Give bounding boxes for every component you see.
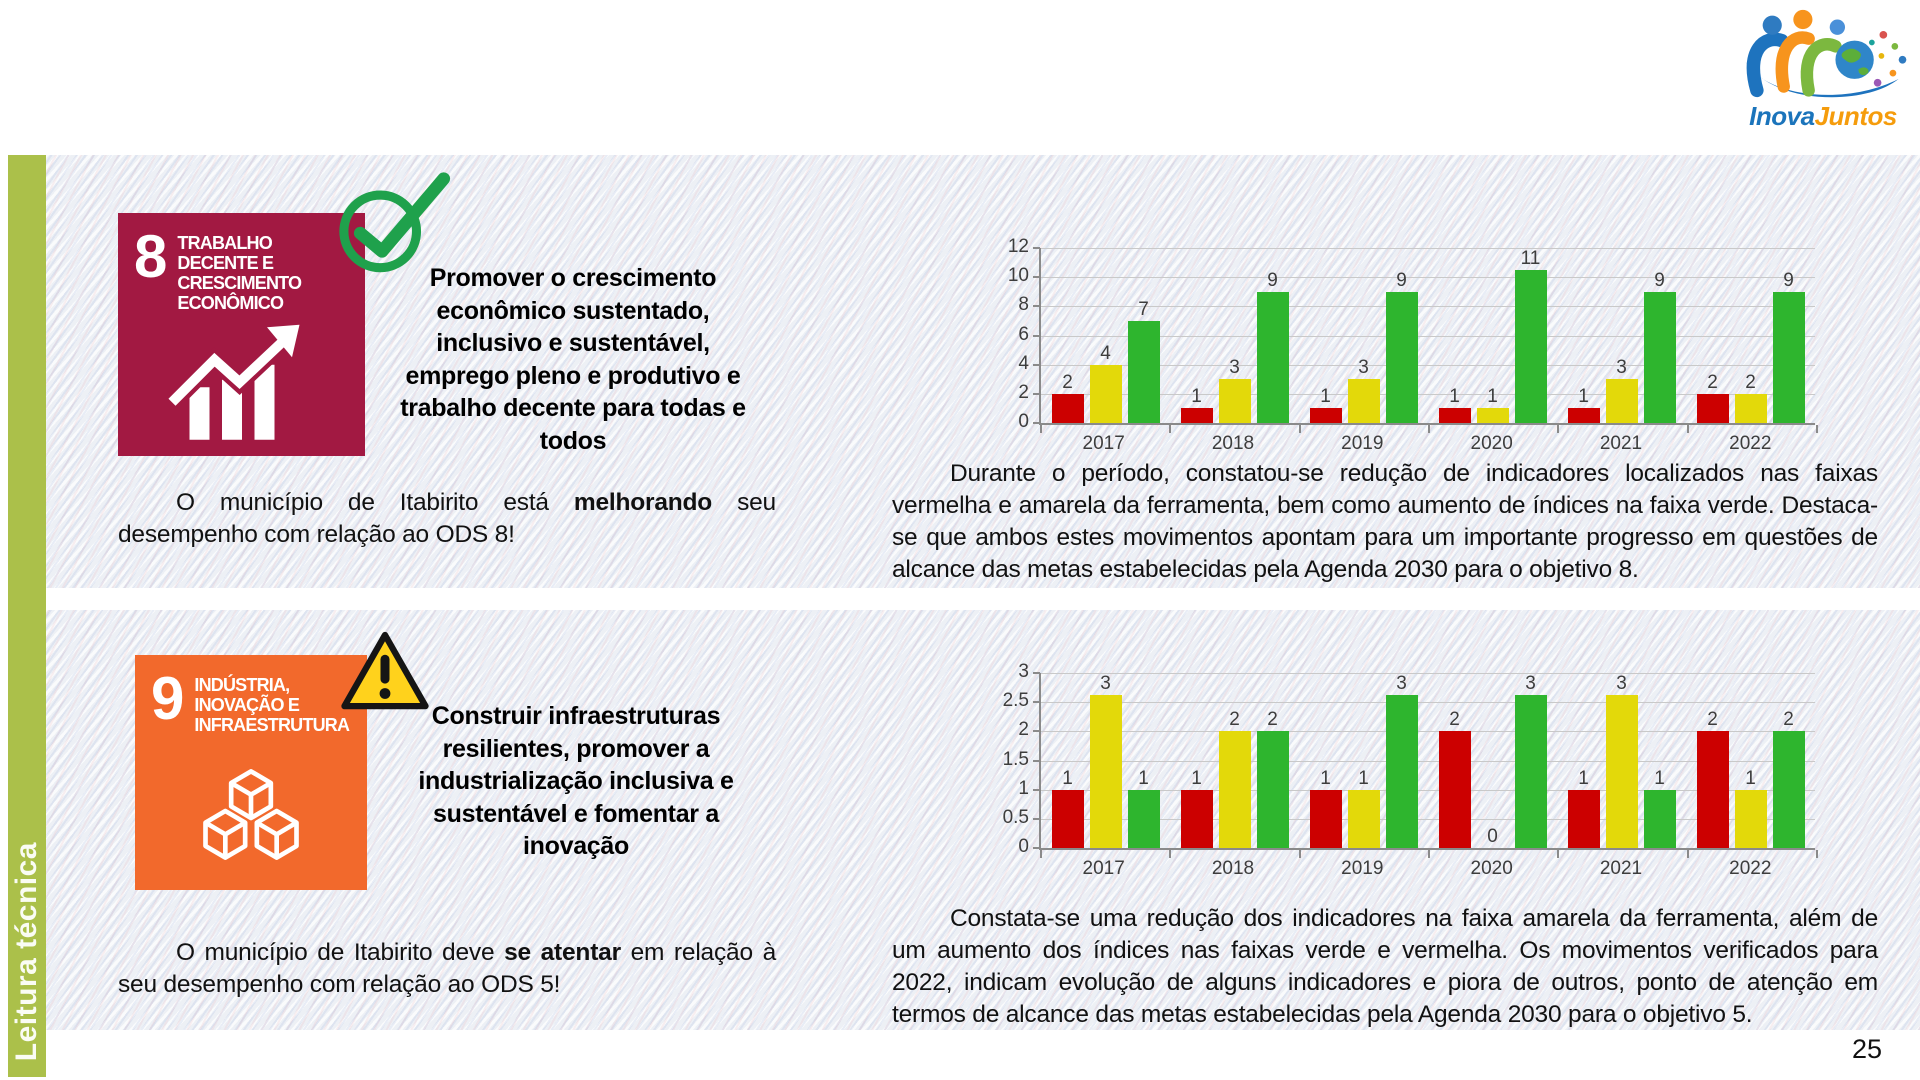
bar-value-label: 11 (1520, 248, 1541, 269)
bar-value-label: 4 (1100, 342, 1111, 364)
ods9-goal-text: Construir infraestruturas resilientes, promover a industrialização inclusiva e sustentável e fomentar a inovação (418, 702, 734, 860)
bar-group (1052, 673, 1160, 848)
y-tick-mark (1033, 393, 1040, 395)
bar-value-label: 1 (1320, 767, 1331, 789)
bar-value-label: 2 (1449, 709, 1460, 731)
y-tick-label: 3 (1018, 661, 1029, 682)
x-axis (1039, 433, 1815, 455)
bar-value-label: 3 (1358, 357, 1369, 379)
bar-faixa-verde (1386, 695, 1418, 848)
x-tick-mark (1040, 425, 1042, 433)
bar-value-label: 3 (1616, 673, 1627, 694)
x-tick-mark (1169, 850, 1171, 858)
y-tick-label: 0.5 (1002, 806, 1029, 828)
x-tick-mark (1299, 425, 1301, 433)
ods9-analysis (892, 903, 1878, 1030)
bar-value-label: 3 (1616, 357, 1627, 379)
bar-faixa-vermelha (1052, 394, 1084, 423)
bar-faixa-verde (1386, 292, 1418, 423)
bar-faixa-vermelha (1181, 408, 1213, 423)
bar-value-label: 1 (1138, 767, 1149, 789)
logo-text-inova: Inova (1749, 101, 1815, 131)
bar-faixa-verde (1515, 270, 1547, 423)
x-tick-mark (1557, 850, 1559, 858)
bar-faixa-amarela (1606, 695, 1638, 848)
bar-value-label: 9 (1654, 269, 1665, 291)
x-tick-label: 2020 (1470, 433, 1513, 454)
x-tick-label: 2019 (1341, 433, 1384, 454)
bar-faixa-vermelha (1310, 408, 1342, 423)
bar-group (1568, 248, 1676, 423)
x-tick-mark (1299, 850, 1301, 858)
y-axis (993, 236, 1029, 432)
bar-value-label: 3 (1229, 357, 1240, 379)
ods8-verdict (118, 487, 776, 552)
x-tick-label: 2018 (1211, 433, 1255, 454)
bar-faixa-amarela (1348, 790, 1380, 848)
bar-faixa-vermelha (1697, 731, 1729, 848)
ods8-tile-header (134, 223, 349, 314)
bar-group (1310, 248, 1418, 423)
bar-value-label: 9 (1783, 269, 1794, 291)
ods8-analysis-text: Durante o período, constatou-se redução de indicadores localizados nas faixas vermelha e amarela da ferramenta, bem como aumento de índices na faixa verde. Destaca-se que ambos estes movimentos apontam para um importante progresso em questões de alcance das metas estabelecidas pela Agenda 2030 para o objetivo 8. (892, 460, 1878, 583)
y-tick-mark (1033, 364, 1040, 366)
bar-faixa-amarela (1219, 379, 1251, 423)
bar-group (1439, 673, 1547, 848)
bar-faixa-amarela (1219, 731, 1251, 848)
inovajuntos-logo-graphic (1732, 6, 1914, 102)
bar-faixa-amarela (1606, 379, 1638, 423)
ods9-indicator-bar-chart (993, 643, 1825, 879)
x-tick-mark (1040, 850, 1042, 858)
bar-value-label: 2 (1267, 709, 1278, 731)
bar-faixa-amarela (1735, 790, 1767, 848)
bar-value-label: 1 (1487, 386, 1498, 408)
bar-value-label: 1 (1654, 767, 1665, 789)
bar-faixa-amarela (1477, 408, 1509, 423)
y-tick-label: 0 (1018, 411, 1029, 432)
bar-value-label: 2 (1745, 371, 1756, 393)
y-tick-label: 2.5 (1002, 690, 1029, 712)
bar-value-label: 1 (1191, 386, 1202, 408)
y-tick-mark (1033, 847, 1040, 849)
bar-faixa-amarela (1735, 394, 1767, 423)
bar-faixa-verde (1128, 790, 1160, 848)
bar-value-label: 7 (1138, 298, 1149, 320)
bar-group (1052, 248, 1160, 423)
bar-value-label: 1 (1358, 767, 1369, 789)
bar-value-label: 1 (1062, 767, 1073, 789)
bar-faixa-verde (1644, 790, 1676, 848)
y-tick-mark (1033, 422, 1040, 424)
x-tick-mark (1428, 425, 1430, 433)
bar-group (1697, 248, 1805, 423)
x-tick-mark (1428, 850, 1430, 858)
bar-value-label: 1 (1449, 386, 1460, 408)
y-tick-mark (1033, 818, 1040, 820)
y-tick-label: 8 (1018, 294, 1029, 316)
sidebar-label: Leitura técnica (10, 841, 43, 1061)
x-tick-label: 2021 (1599, 433, 1643, 454)
y-tick-label: 1.5 (1002, 748, 1029, 770)
ods9-tile (135, 655, 367, 890)
ods8-verdict-bold: melhorando (573, 489, 713, 516)
x-tick-label: 2017 (1082, 858, 1125, 879)
y-tick-label: 1 (1018, 777, 1029, 799)
x-tick-mark (1687, 425, 1689, 433)
bar-faixa-verde (1515, 695, 1547, 848)
x-tick-label: 2021 (1599, 858, 1643, 879)
y-tick-mark (1033, 335, 1040, 337)
y-tick-mark (1033, 701, 1040, 703)
bar-faixa-vermelha (1697, 394, 1729, 423)
bar-faixa-verde (1644, 292, 1676, 423)
bar-group (1181, 673, 1289, 848)
ods9-verdict-bold: se atentar (504, 939, 621, 966)
y-tick-label: 4 (1018, 352, 1029, 374)
ods9-tile-header (151, 665, 351, 736)
y-tick-label: 0 (1018, 836, 1029, 857)
bar-faixa-verde (1773, 731, 1805, 848)
y-tick-mark (1033, 305, 1040, 307)
ods9-verdict (118, 937, 776, 1002)
bar-faixa-verde (1128, 321, 1160, 423)
x-tick-label: 2017 (1082, 433, 1125, 454)
bar-group (1310, 673, 1418, 848)
bar-group (1697, 673, 1805, 848)
bar-faixa-vermelha (1310, 790, 1342, 848)
inovajuntos-logo (1732, 6, 1914, 132)
ods8-indicator-bar-chart (993, 218, 1825, 454)
ods9-analysis-text: Constata-se uma redução dos indicadores na faixa amarela da ferramenta, além de um aumento dos índices nas faixas verde e vermelha. Os movimentos verificados para 2022, indicam evolução de alguns indicadores e piora de outros, ponto de atenção em termos de alcance das metas estabelecidas pela Agenda 2030 para o objetivo 5. (892, 905, 1878, 1028)
bar-value-label: 3 (1100, 673, 1111, 694)
sidebar (8, 155, 46, 1077)
y-tick-mark (1033, 247, 1040, 249)
ods8-analysis (892, 458, 1878, 585)
y-tick-label: 12 (1007, 236, 1029, 257)
bar-group (1568, 673, 1676, 848)
bar-value-label: 2 (1062, 371, 1073, 393)
x-tick-label: 2018 (1211, 858, 1255, 879)
logo-text-juntos: Juntos (1814, 101, 1897, 131)
plot-area (1039, 248, 1815, 425)
y-tick-label: 10 (1007, 265, 1029, 287)
x-tick-mark (1816, 425, 1818, 433)
x-tick-mark (1816, 850, 1818, 858)
ods8-tile (118, 213, 365, 456)
y-tick-mark (1033, 672, 1040, 674)
bar-faixa-amarela (1348, 379, 1380, 423)
x-tick-mark (1687, 850, 1689, 858)
ods9-verdict-pre: O município de Itabirito deve (176, 939, 505, 966)
bar-faixa-verde (1257, 292, 1289, 423)
bar-value-label: 1 (1578, 386, 1589, 408)
y-tick-label: 2 (1018, 719, 1029, 741)
ods8-title: TRABALHO DECENTE E CRESCIMENTO ECONÔMICO (177, 233, 302, 314)
bar-value-label: 9 (1396, 269, 1407, 291)
y-tick-mark (1033, 730, 1040, 732)
bar-faixa-vermelha (1052, 790, 1084, 848)
bar-value-label: 3 (1525, 673, 1536, 694)
bar-value-label: 1 (1578, 767, 1589, 789)
bar-group (1439, 248, 1547, 423)
x-tick-mark (1169, 425, 1171, 433)
x-tick-label: 2019 (1341, 858, 1384, 879)
bar-faixa-vermelha (1181, 790, 1213, 848)
bar-faixa-vermelha (1568, 790, 1600, 848)
ods8-number: 8 (134, 223, 168, 290)
bar-value-label: 2 (1783, 709, 1794, 731)
bar-faixa-amarela (1090, 695, 1122, 848)
bar-group (1181, 248, 1289, 423)
x-tick-label: 2022 (1729, 433, 1772, 454)
bar-value-label: 9 (1267, 269, 1278, 291)
ods9-title: INDÚSTRIA, INOVAÇÃO E INFRAESTRUTURA (194, 675, 350, 736)
y-tick-mark (1033, 789, 1040, 791)
bar-value-label: 2 (1707, 709, 1718, 731)
ods9-cubes-icon (151, 762, 351, 874)
bar-value-label: 1 (1191, 767, 1202, 789)
x-tick-label: 2022 (1729, 858, 1772, 879)
y-tick-mark (1033, 760, 1040, 762)
bar-faixa-vermelha (1439, 408, 1471, 423)
page-number: 25 (1851, 1034, 1882, 1064)
ods8-verdict-post: seu desempenho com relação ao ODS 8! (118, 489, 776, 549)
bar-value-label: 1 (1320, 386, 1331, 408)
inovajuntos-logo-text (1732, 101, 1914, 132)
bar-value-label: 1 (1745, 767, 1756, 789)
bar-faixa-amarela (1090, 365, 1122, 423)
x-tick-mark (1557, 425, 1559, 433)
y-tick-label: 6 (1018, 323, 1029, 345)
y-tick-mark (1033, 276, 1040, 278)
plot-area (1039, 673, 1815, 850)
ods8-verdict-pre: O município de Itabirito está (176, 489, 574, 516)
bar-faixa-verde (1773, 292, 1805, 423)
y-tick-label: 2 (1018, 381, 1029, 403)
ods8-goal-text: Promover o crescimento econômico sustentado, inclusivo e sustentável, emprego pleno e produtivo e trabalho decente para todas e todos (400, 264, 746, 455)
y-axis (993, 661, 1029, 857)
x-tick-label: 2020 (1470, 858, 1513, 879)
bar-value-label: 0 (1487, 826, 1498, 847)
bar-value-label: 2 (1229, 709, 1240, 731)
ods8-growth-chart-icon (134, 322, 349, 440)
bar-faixa-vermelha (1439, 731, 1471, 848)
ods9-verdict-post: em relação à seu desempenho com relação ao ODS 5! (118, 939, 776, 999)
bar-faixa-vermelha (1568, 408, 1600, 423)
x-axis (1039, 858, 1815, 880)
bar-value-label: 3 (1396, 673, 1407, 694)
bar-value-label: 2 (1707, 371, 1718, 393)
ods9-number: 9 (151, 665, 185, 732)
bar-faixa-verde (1257, 731, 1289, 848)
